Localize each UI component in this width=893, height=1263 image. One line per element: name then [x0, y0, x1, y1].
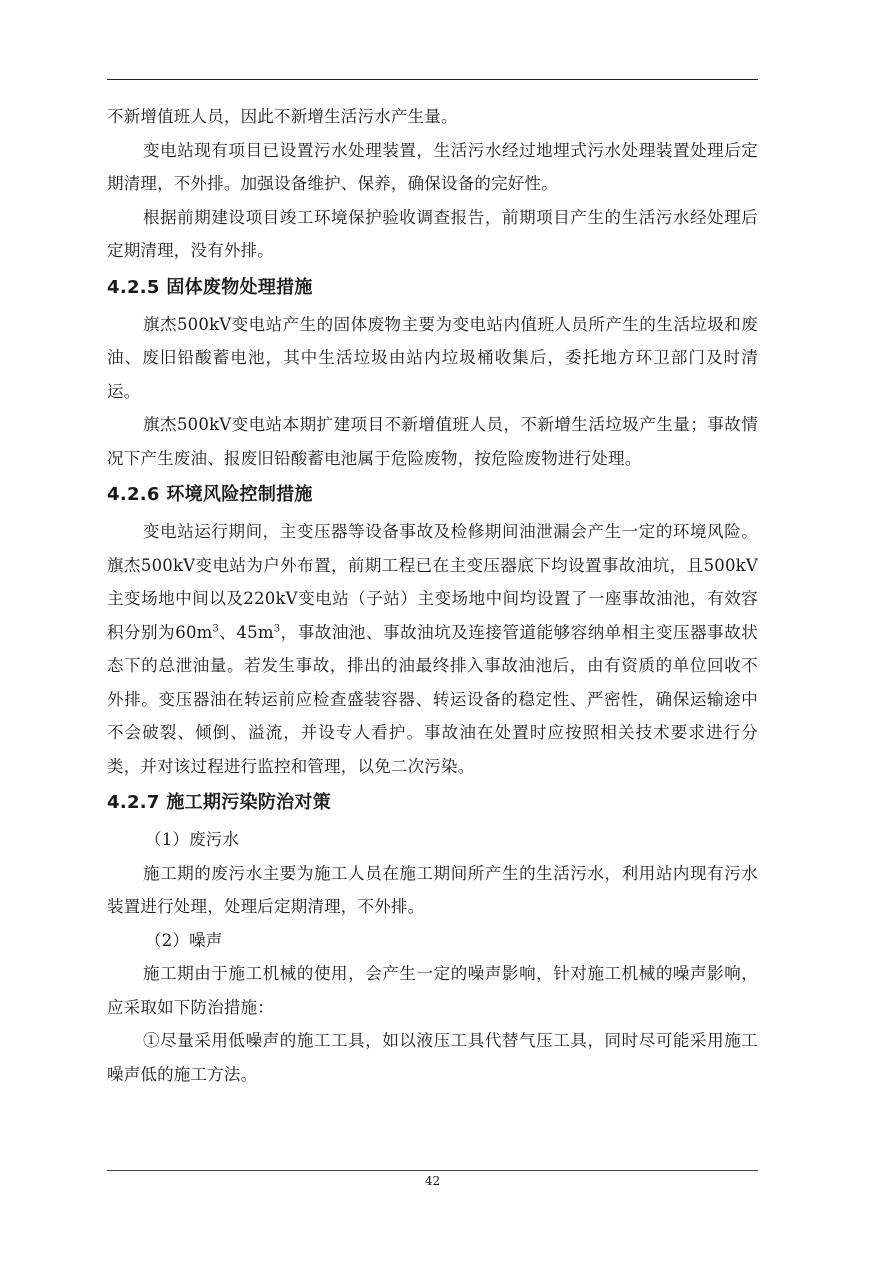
paragraph-construction-noise: 施工期由于施工机械的使用，会产生一定的噪声影响，针对施工机械的噪声影响，应采取如下防治措施： — [107, 964, 758, 1017]
subheading-wastewater: （1）废污水 — [145, 830, 240, 849]
paragraph-continued: 不新增值班人员，因此不新增生活污水产生量。 — [107, 107, 458, 126]
footer-rule — [107, 1170, 758, 1171]
paragraph-sewage-device: 变电站现有项目已设置污水处理装置，生活污水经过地埋式污水处理装置处理后定期清理，不外排。加强设备维护、保养，确保设备的完好性。 — [107, 140, 758, 193]
header-rule — [107, 79, 758, 80]
heading-4-2-5: 4.2.5 固体废物处理措施 — [107, 276, 313, 298]
page-number: 42 — [424, 1174, 441, 1188]
paragraph-hazardous-waste: 旗杰500kV变电站本期扩建项目不新增值班人员，不新增生活垃圾产生量；事故情况下产生废油、报废旧铅酸蓄电池属于危险废物，按危险废物进行处理。 — [107, 415, 758, 468]
risk-text-part-3: ，事故油池、事故油坑及连接管道能够容纳单相主变压器事故状态下的总泄油量。若发生事故，排出的油最终排入事故油池后，由有资质的单位回收不外排。变压器油在转运前应检查盛装容器、转运设备的稳定性、严密性，确保运输途中不会破裂、倾倒、溢流，并设专人看护。事故油在处置时应按照相关技术要求进行分类，并对该过程进行监控和管理，以免二次污染。 — [107, 622, 758, 776]
heading-4-2-7: 4.2.7 施工期污染防治对策 — [107, 792, 332, 813]
superscript-cubic-2: 3 — [273, 623, 281, 634]
paragraph-noise-measure-1: ①尽量采用低噪声的施工工具，如以液压工具代替气压工具，同时尽可能采用施工噪声低的施工方法。 — [107, 1031, 758, 1084]
subheading-noise: （2）噪声 — [145, 930, 223, 950]
superscript-cubic-1: 3 — [212, 623, 220, 634]
paragraph-solid-waste: 旗杰500kV变电站产生的固体废物主要为变电站内值班人员所产生的生活垃圾和废油、废旧铅酸蓄电池，其中生活垃圾由站内垃圾桶收集后，委托地方环卫部门及时清运。 — [107, 314, 758, 401]
risk-text-part-1: 变电站运行期间，主变压器等设备事故及检修期间油泄漏会产生一定的环境风险。旗杰500kV变电站为户外布置，前期工程已在主变压器底下均设置事故油坑，且500kV主变场地中间以及220kV变电站（子站）主变场地中间均设置了一座事故油池，有效容积分别为60m — [107, 522, 758, 642]
document-body — [107, 100, 758, 1091]
paragraph-construction-wastewater: 施工期的废污水主要为施工人员在施工期间所产生的生活污水，利用站内现有污水装置进行处理，处理后定期清理，不外排。 — [107, 863, 758, 916]
heading-4-2-6: 4.2.6 环境风险控制措施 — [107, 484, 313, 505]
paragraph-environmental-risk — [107, 515, 758, 783]
risk-text-part-2: 、45m — [219, 622, 274, 642]
paragraph-acceptance-report: 根据前期建设项目竣工环境保护验收调查报告，前期项目产生的生活污水经处理后定期清理，没有外排。 — [107, 207, 758, 260]
